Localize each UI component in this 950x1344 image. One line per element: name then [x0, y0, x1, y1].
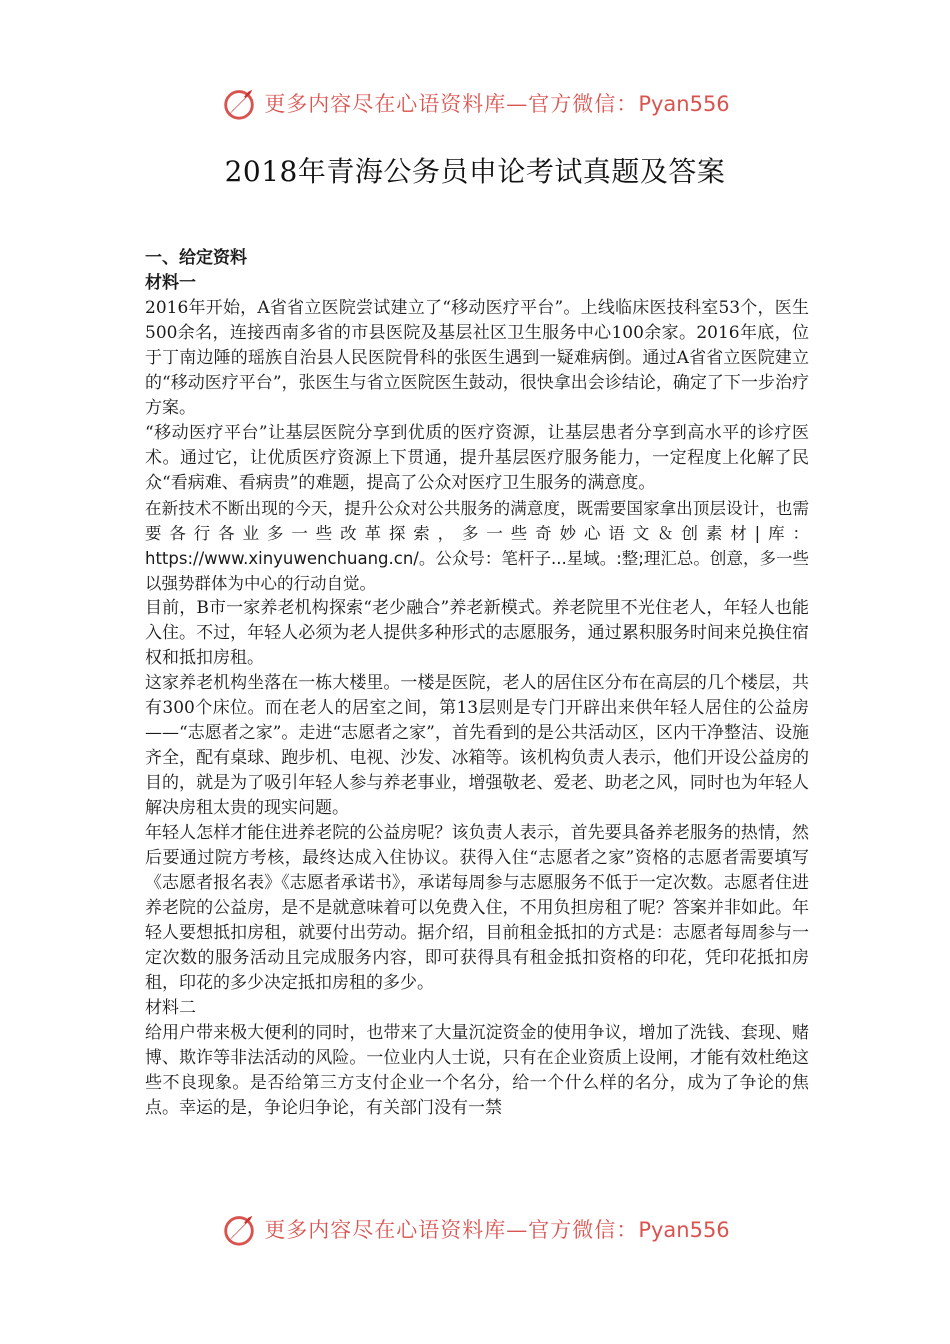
paragraph: 目前，B市一家养老机构探索“老少融合”养老新模式。养老院里不光住老人，年轻人也能入住。不过，年轻人必须为老人提供多种形式的志愿服务，通过累积服务时间来兑换住宿权和抵扣房租。: [145, 598, 809, 668]
document-body: [145, 246, 809, 1121]
paragraph: 这家养老机构坐落在一栋大楼里。一楼是医院，老人的居住区分布在高层的几个楼层，共有300个床位。而在老人的居室之间，第13层则是专门开辟出来供年轻人居住的公益房——“志愿者之家”。走进“志愿者之家”，首先看到的是公共活动区，区内干净整洁、设施齐全，配有桌球、跑步机、电视、沙发、冰箱等。该机构负责人表示，他们开设公益房的目的，就是为了吸引年轻人参与养老事业，增强敬老、爱老、助老之风，同时也为年轻人解决房租太贵的现实问题。: [145, 673, 809, 818]
material-heading: 材料一: [145, 273, 196, 293]
paragraph: “移动医疗平台”让基层医院分享到优质的医疗资源，让基层患者分享到高水平的诊疗医术。通过它，让优质医疗资源上下贯通，提升基层医疗服务能力，一定程度上化解了民众“看病难、看病贵”的难题，提高了公众对医疗卫生服务的满意度。: [145, 423, 809, 493]
watermark-banner-top: [0, 84, 950, 122]
quill-pen-circle-icon: [220, 1210, 258, 1248]
paragraph: 年轻人怎样才能住进养老院的公益房呢？该负责人表示，首先要具备养老服务的热情，然后要通过院方考核，最终达成入住协议。获得入住“志愿者之家”资格的志愿者需要填写《志愿者报名表》《志愿者承诺书》，承诺每周参与志愿服务不低于一定次数。志愿者住进养老院的公益房，是不是就意味着可以免费入住，不用负担房租了呢？答案并非如此。年轻人要想抵扣房租，就要付出劳动。据介绍，目前租金抵扣的方式是：志愿者每周参与一定次数的服务活动且完成服务内容，即可获得具有租金抵扣资格的印花，凭印花抵扣房租，印花的多少决定抵扣房租的多少。: [145, 823, 809, 993]
paragraph: 给用户带来极大便利的同时，也带来了大量沉淀资金的使用争议，增加了洗钱、套现、赌博、欺诈等非法活动的风险。一位业内人士说，只有在企业资质上设闸，才能有效杜绝这些不良现象。是否给第三方支付企业一个名分，给一个什么样的名分，成为了争论的焦点。幸运的是，争论归争论，有关部门没有一禁: [145, 1023, 809, 1118]
inserted-paragraph: 在新技术不断出现的今天，提升公众对公共服务的满意度，既需要国家拿出顶层设计，也需要各行各业多一些改革探索，多一些奇妙心语文＆创素材|库：https://www.xinyuwenchuang.cn/。公众号：笔杆子...星域。:整;理汇总。创意，多一些以强势群体为中心的行动自觉。: [145, 499, 809, 593]
watermark-text: 更多内容尽在心语资料库—官方微信：Pyan556: [264, 1218, 730, 1242]
section-heading: 一、给定资料: [145, 248, 247, 268]
material-heading: 材料二: [145, 998, 196, 1018]
document-title: 2018年青海公务员申论考试真题及答案: [224, 155, 726, 188]
watermark-banner-bottom: [0, 1210, 950, 1248]
watermark-text: 更多内容尽在心语资料库—官方微信：Pyan556: [264, 92, 730, 116]
paragraph: 2016年开始，A省省立医院尝试建立了“移动医疗平台”。上线临床医技科室53个，医生500余名，连接西南多省的市县医院及基层社区卫生服务中心100余家。2016年底，位于丁南边陲的瑶族自治县人民医院骨科的张医生遇到一疑难病倒。通过A省省立医院建立的“移动医疗平台”，张医生与省立医院医生鼓动，很快拿出会诊结论，确定了下一步治疗方案。: [145, 298, 809, 418]
quill-pen-circle-icon: [220, 84, 258, 122]
